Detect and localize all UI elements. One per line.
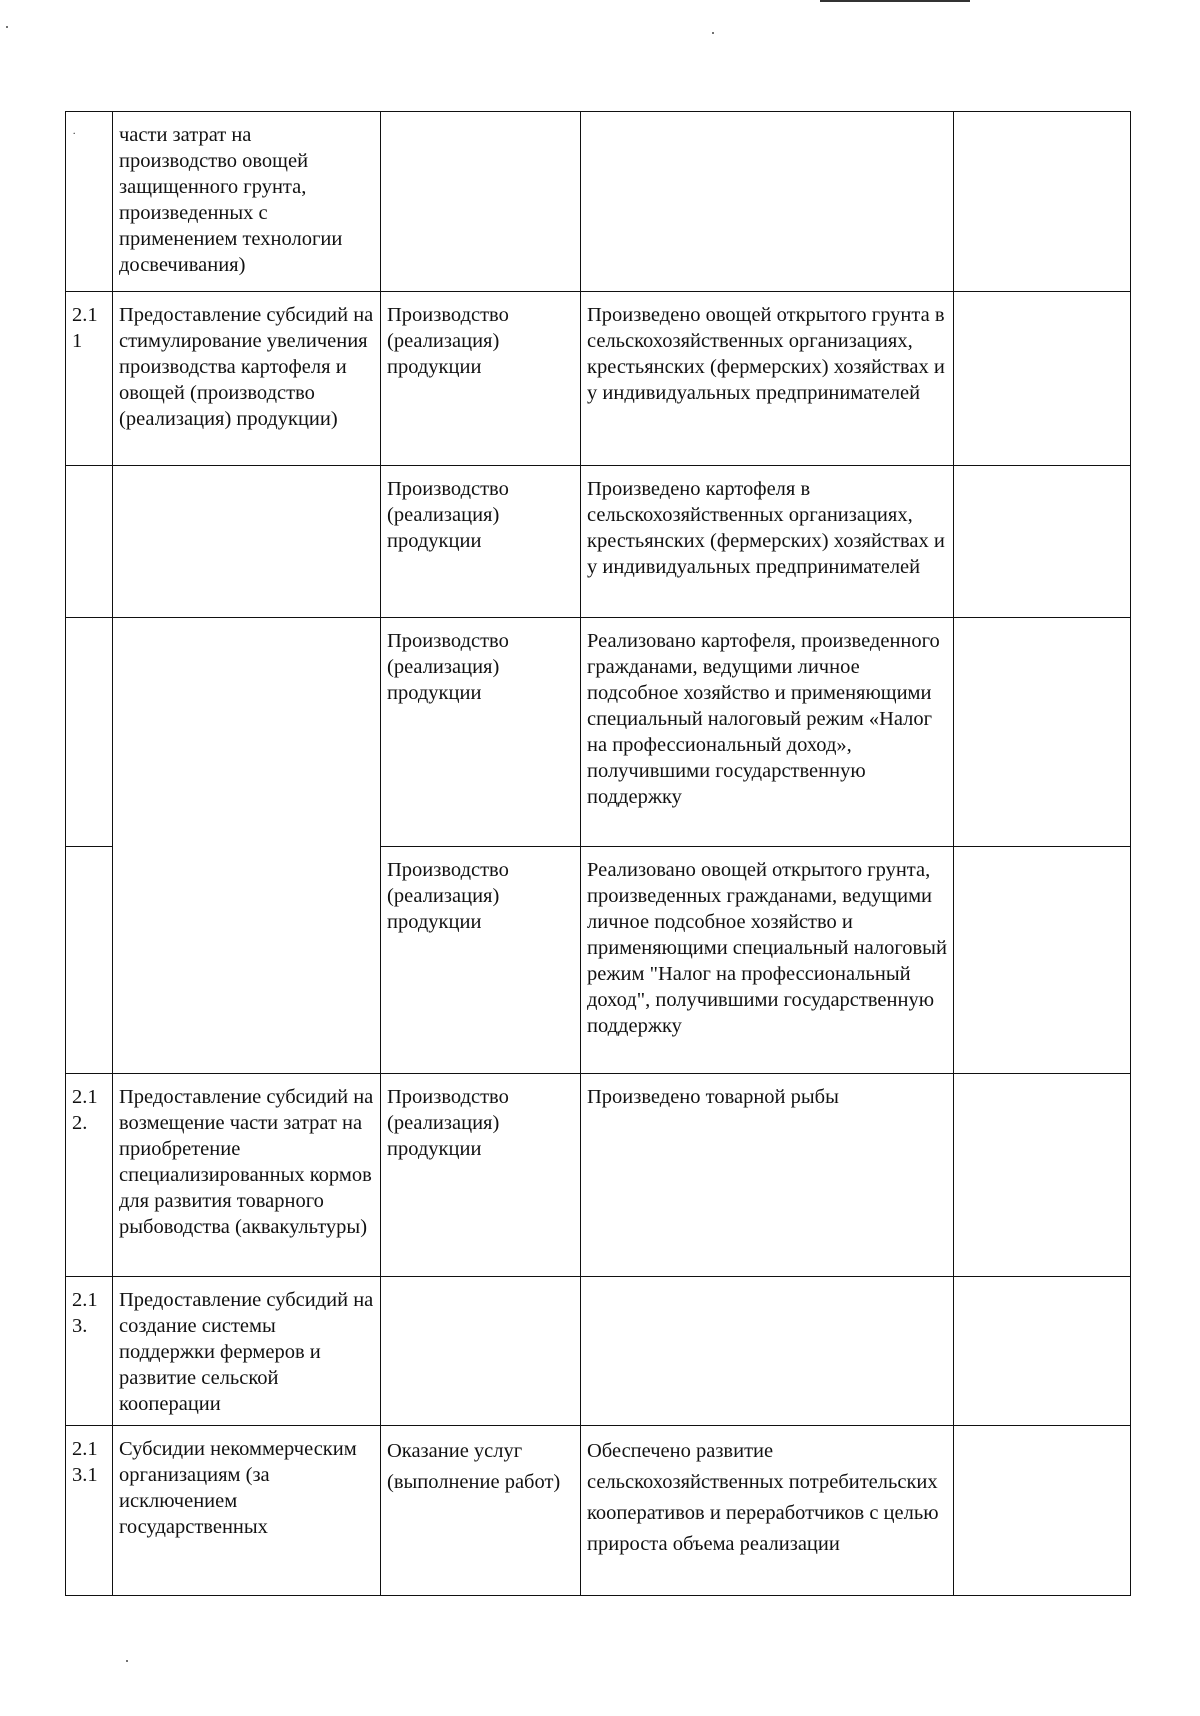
result-type-cell: Производство (реализация) продукции <box>381 292 581 466</box>
extra-cell <box>954 847 1131 1074</box>
scan-mark: ˙ <box>72 129 77 144</box>
result-name-cell: Произведено товарной рыбы <box>581 1074 954 1277</box>
table-row <box>66 292 1131 466</box>
subsidies-table <box>65 111 1131 1596</box>
result-name-cell: Реализовано овощей открытого грунта, произведенных гражданами, ведущими личное подсобное хозяйство и применяющими специальный налоговый режим "Налог на профессиональный доход", получившими государственную поддержку <box>581 847 954 1074</box>
measure-name-cell: Субсидии некоммерческим организациям (за исключением государственных <box>113 1426 381 1596</box>
header-rule <box>820 0 970 2</box>
scan-speck <box>126 1660 128 1662</box>
scan-speck <box>712 32 714 34</box>
result-type-cell: Производство (реализация) продукции <box>381 1074 581 1277</box>
row-number-cell: 2.1 2. <box>66 1074 113 1277</box>
extra-cell <box>954 292 1131 466</box>
measure-name-cell: Предоставление субсидий на создание системы поддержки фермеров и развитие сельской кооперации <box>113 1277 381 1426</box>
measure-name-cell: Предоставление субсидий на стимулирование увеличения производства картофеля и овощей (производство (реализация) продукции) <box>113 292 381 466</box>
result-type-cell <box>381 112 581 292</box>
extra-cell <box>954 1426 1131 1596</box>
result-name-cell: Обеспечено развитие сельскохозяйственных потребительских кооперативов и переработчиков с целью прироста объема реализации <box>581 1426 954 1596</box>
result-name-cell <box>581 1277 954 1426</box>
measure-name-cell: части затрат на производство овощей защищенного грунта, произведенных с применением технологии досвечивания) <box>113 112 381 292</box>
table-row <box>66 618 1131 847</box>
measure-name-cell <box>113 618 381 1074</box>
extra-cell <box>954 466 1131 618</box>
row-number-cell <box>66 847 113 1074</box>
row-number-cell: 2.1 3.1 <box>66 1426 113 1596</box>
result-type-cell <box>381 1277 581 1426</box>
row-number-cell: 2.1 3. <box>66 1277 113 1426</box>
table-row <box>66 1426 1131 1596</box>
result-name-cell: Произведено картофеля в сельскохозяйственных организациях, крестьянских (фермерских) хозяйствах и у индивидуальных предпринимателей <box>581 466 954 618</box>
extra-cell <box>954 1277 1131 1426</box>
table-row <box>66 112 1131 292</box>
table-row <box>66 1277 1131 1426</box>
result-type-cell: Оказание услуг (выполнение работ) <box>381 1426 581 1596</box>
row-number-cell: 2.1 1 <box>66 292 113 466</box>
result-name-cell: Реализовано картофеля, произведенного гражданами, ведущими личное подсобное хозяйство и применяющими специальный налоговый режим «Налог на профессиональный доход», получившими государственную поддержку <box>581 618 954 847</box>
extra-cell <box>954 112 1131 292</box>
result-type-cell: Производство (реализация) продукции <box>381 618 581 847</box>
result-type-cell: Производство (реализация) продукции <box>381 466 581 618</box>
scan-speck <box>6 26 8 28</box>
extra-cell <box>954 1074 1131 1277</box>
result-name-cell: Произведено овощей открытого грунта в сельскохозяйственных организациях, крестьянских (фермерских) хозяйствах и у индивидуальных предпринимателей <box>581 292 954 466</box>
row-number-cell <box>66 618 113 847</box>
table-row <box>66 1074 1131 1277</box>
measure-name-cell <box>113 466 381 618</box>
measure-name-cell: Предоставление субсидий на возмещение части затрат на приобретение специализированных кормов для развития товарного рыбоводства (аквакультуры) <box>113 1074 381 1277</box>
result-type-cell: Производство (реализация) продукции <box>381 847 581 1074</box>
row-number-cell <box>66 112 113 292</box>
result-name-cell <box>581 112 954 292</box>
extra-cell <box>954 618 1131 847</box>
row-number-cell <box>66 466 113 618</box>
table-row <box>66 466 1131 618</box>
